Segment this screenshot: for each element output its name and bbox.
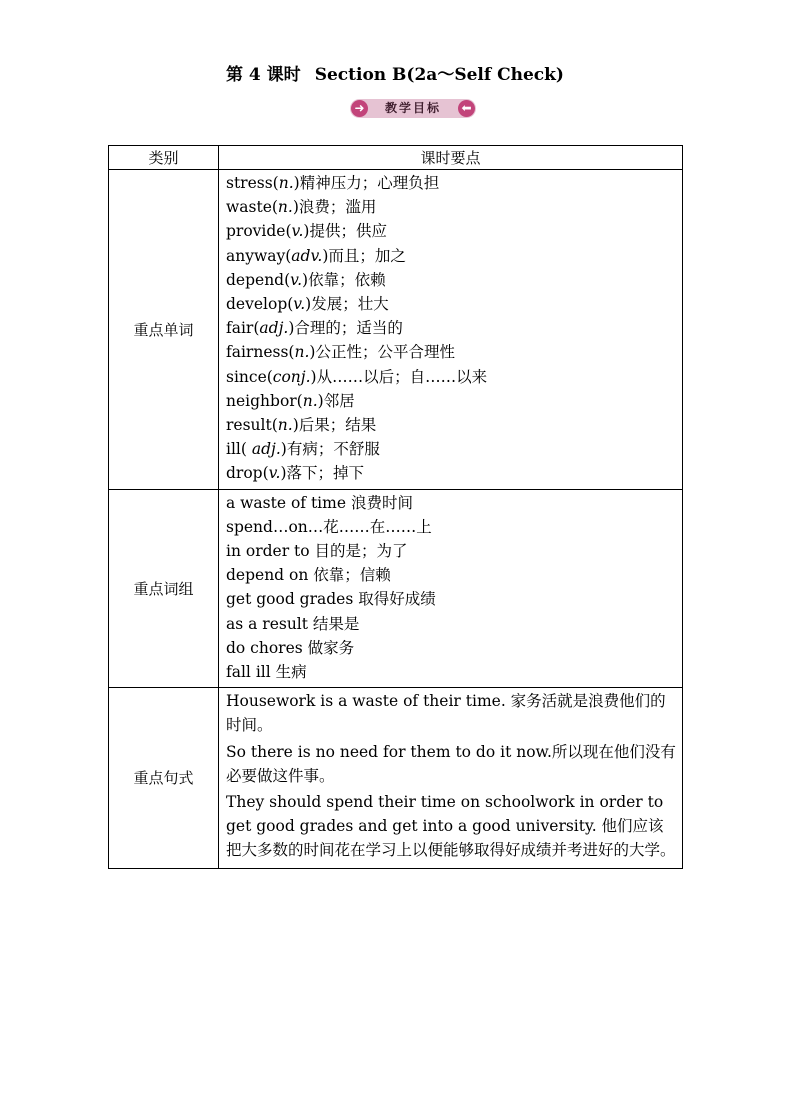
lesson-plan-table [108, 145, 683, 869]
vocabulary-row [109, 170, 683, 490]
sentences-row [109, 688, 683, 868]
table-header-row [109, 146, 683, 170]
vocab-item: neighbor(n.)邻居 [226, 391, 355, 410]
arrow-right-icon: ➜ [351, 100, 368, 117]
vocabulary-list [219, 170, 683, 490]
header-category: 类别 [109, 146, 219, 170]
arrow-left-icon: ⬅ [458, 100, 475, 117]
vocab-item: develop(v.)发展；壮大 [226, 295, 389, 314]
vocab-item: depend(v.)依靠；依赖 [226, 270, 386, 289]
vocab-item: stress(n.)精神压力；心理负担 [226, 174, 440, 192]
phrase-item: as a result 结果是 [226, 614, 360, 633]
phrase-item: do chores 做家务 [226, 638, 355, 657]
phrase-item: depend on 依靠；信赖 [226, 566, 391, 585]
vocab-item: ill( adj.)有病；不舒服 [226, 440, 380, 459]
teaching-goals-banner [350, 99, 476, 118]
vocab-item: drop(v.)落下；掉下 [226, 464, 365, 483]
sentence-item: So there is no need for them to do it now.所以现在他们没有必要做这件事。 [226, 742, 676, 785]
banner-label: 教学目标 [384, 101, 441, 115]
sentences-list [219, 688, 683, 868]
vocab-item: anyway(adv.)而且；加之 [226, 246, 406, 265]
vocab-item: provide(v.)提供；供应 [226, 222, 387, 241]
vocab-item: fair(adj.)合理的；适当的 [226, 319, 403, 338]
vocabulary-category: 重点单词 [109, 170, 219, 490]
sentence-item: Housework is a waste of their time. 家务活就是浪费他们的时间。 [226, 692, 666, 735]
page-title [0, 60, 790, 85]
phrase-item: fall ill 生病 [226, 663, 307, 682]
sentences-category: 重点句式 [109, 688, 219, 868]
phrases-row [109, 489, 683, 688]
lesson-number: 第 4 课时 [226, 65, 301, 85]
vocab-item: fairness(n.)公正性；公平合理性 [226, 343, 455, 362]
section-title: Section B(2a～Self Check) [314, 65, 564, 85]
sentence-item: They should spend their time on schoolwork in order to get good grades and get into a good university. 他们应该把大多数的时间花在学习上以便能够取得好成绩并考进好的大学。 [226, 793, 676, 860]
phrases-category: 重点词组 [109, 489, 219, 688]
header-points: 课时要点 [219, 146, 683, 170]
vocab-item: waste(n.)浪费；滥用 [226, 198, 377, 217]
phrase-item: spend…on…花……在……上 [226, 517, 432, 536]
vocab-item: since(conj.)从……以后；自……以来 [226, 367, 488, 386]
phrase-item: a waste of time 浪费时间 [226, 493, 413, 512]
phrase-item: in order to 目的是；为了 [226, 542, 408, 561]
vocab-item: result(n.)后果；结果 [226, 416, 377, 435]
phrase-item: get good grades 取得好成绩 [226, 590, 436, 609]
phrases-list [219, 489, 683, 688]
